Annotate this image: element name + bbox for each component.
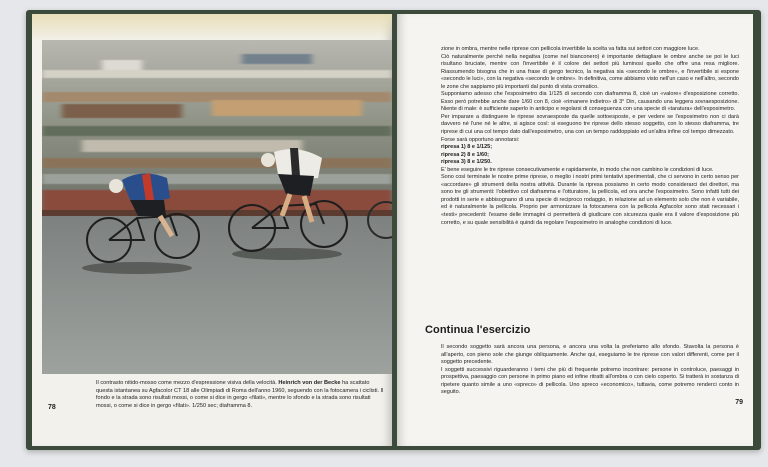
cyclists-illustration [42, 40, 392, 374]
caption-text: Il contrasto nitido-mosso come mezzo d'espressione visiva della velocità. [96, 380, 279, 386]
cyclists-photo [42, 40, 392, 374]
body-text [441, 46, 739, 227]
caption-author: Heinrich von der Becke [278, 380, 341, 386]
paragraph: Per imparare a distinguere le riprese sovraesposte da quelle sottoesposte, e per vedere se l'esposimetro non ci darà davvero né l'une né le altre, si agisce così: si eseguono tre riprese dello stesso soggetto, con lo stesso diaframma, tre riprese di cui una col tempo dato dall'esposimetro, una con un tempo raddoppiato ed un'altra infine col tempo dimezzato. [441, 113, 739, 136]
paragraph: Sono così terminate le nostre prime riprese, o meglio i nostri primi tentativi sperimentali, che ci servono in certo senso per «accordare» gli strumenti della nostra attività. Durante la ripresa possiamo in certo modo considerarci dei direttori, ma sono tre gli strumenti: l'obiettivo col diaframma e l'otturatore, la pellicola, ed ora anche l'esposimetro. Sono infatti tutti dei prodotti in serie e abbisognano di una specie di reciproco rodaggio, in relazione ad un elemento solo che non è variabile, ed è naturalmente la pellicola. Proprio per armonizzare la fotocamera con la pellicola Agfacolor sono stati necessari i «testi» precedenti: l'esame delle immagini ci permetterà di giudicare con sicurezza quale era il valore d'esposizione più corretto, e su quale sensibilità è quindi da regolare l'esposimetro in analoghe condizioni di luce. [441, 174, 739, 226]
exposure-note: ripresa 1) 8 e 1/125; [441, 144, 493, 151]
paragraph: I soggetti successivi riguarderanno i temi che più di frequente potremo incontrare: persone in controluce, paesaggi in prospettiva, paesaggio con persone in primo piano ed infine ritratti all'ombra o con cielo coperto. Si tratterà in sostanza di ripetere quanto simile a uno «spreco» di pellicola. Uno spreco «economico», tuttavia, come potremo renderci conto in seguito. [441, 366, 739, 396]
paper-stain [32, 14, 392, 42]
paragraph: Supponiamo adesso che l'esposimetro dia 1/125 di secondo con diaframma 8, cioè un «valore» d'esposizione corretto. Esso però potrebbe anche dare 1/60 con 8, cioè «rimanere indietro» di 3° Din, causando una leggera sovraesposizione. Niente di male: è sufficiente saperlo in anticipo e regolarsi di conseguenza con una specie di «taratura» dell'esposimetro. [441, 91, 739, 113]
section-text [441, 344, 739, 397]
exposure-note: ripresa 3) 8 e 1/250. [441, 159, 492, 166]
page-number-left: 78 [48, 404, 56, 411]
paragraph: Ciò naturalmente perché nella negativa (come nel bianconero) è importante dettagliare le ombre anche se poi le luci risultano bruciate, mentre con l'invertibile è il colore dei settori più luminosi quello che offre una resa migliore. Riassumendo bisogna che in una frase di gergo tecnico, la negativa sia «secondo le ombre», e l'invertibile si espone «secondo le luci», con la negativa «secondo le ombre». In definitiva, come abbiamo visto nell'un caso e nell'altro, secondo le zone che sappiamo più importanti dal punto di vista cromatico. [441, 53, 739, 90]
left-page [32, 14, 392, 446]
caption-text-rest: ha scattato questa istantanea su Agfacolor CT 18 alle Olimpiadi di Roma dell'anno 1960, seguendo con la fotocamera i ciclisti. Il fondo e la strada sono risultati mossi, o come si dice in gergo «filati», mentre lo sfondo e la strada sono risultati mossi, o come si dice in gergo «filati». 1/250 sec; diaframma 8. [96, 380, 384, 409]
photo-caption [96, 380, 386, 410]
paragraph: Forse sarà opportuno annotarsi: [441, 136, 520, 143]
right-page [397, 14, 753, 446]
paragraph: zione in ombra, mentre nelle riprese con pellicola invertibile la scelta va fatta sui settori con maggiore luce. [441, 46, 700, 52]
exposure-note: ripresa 2) 8 e 1/60; [441, 151, 490, 158]
open-book [26, 10, 761, 450]
paragraph: Il secondo soggetto sarà ancora una persona, e ancora una volta la preferiamo allo sfondo. Stavolta la persona è all'aperto, con pieno sole che giunge obliquamente. Anche qui, eseguiamo le tre riprese con valori differenti, come per il soggetto precedente. [441, 344, 739, 366]
section-heading: Continua l'esercizio [425, 324, 531, 336]
page-number-right: 79 [735, 399, 743, 406]
paragraph: E' bene eseguire le tre riprese consecutivamente e rapidamente, in modo che non cambino le condizioni di luce. [441, 166, 714, 173]
